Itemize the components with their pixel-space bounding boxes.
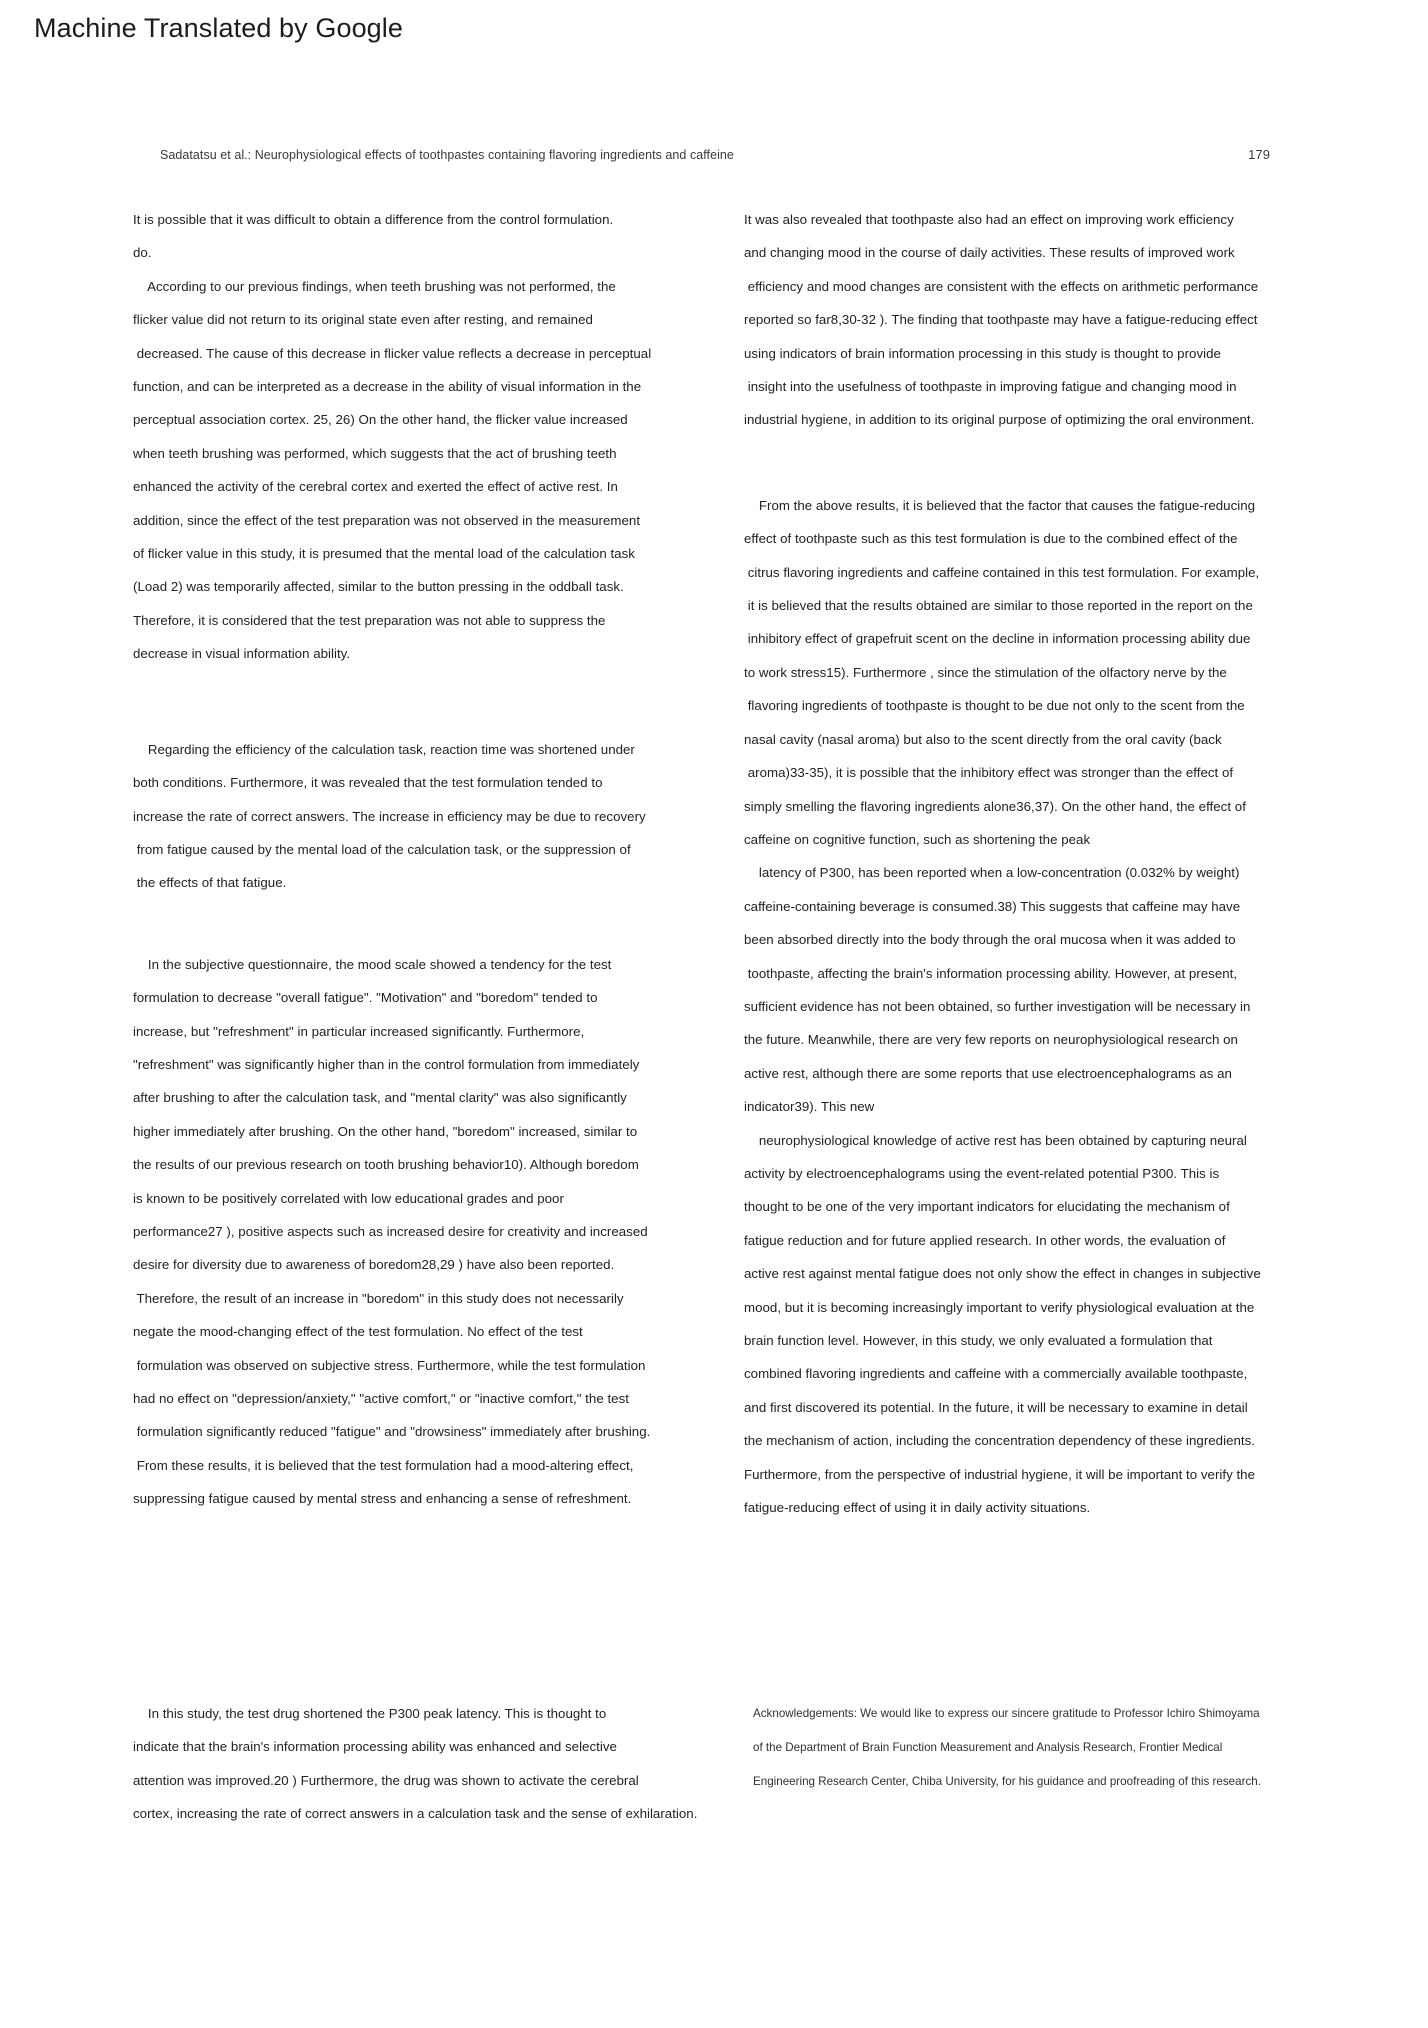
text-line: fatigue reduction and for future applied research. In other words, the evaluation of — [744, 1232, 1226, 1248]
text-line: flavoring ingredients of toothpaste is thought to be due not only to the scent from the — [744, 698, 1245, 714]
text-line: brain function level. However, in this study, we only evaluated a formulation that — [744, 1333, 1213, 1348]
text-line: efficiency and mood changes are consistent with the effects on arithmetic performance — [744, 278, 1259, 294]
text-line: desire for diversity due to awareness of boredom28,29 ) have also been reported. — [133, 1257, 615, 1273]
text-line: of flicker value in this study, it is presumed that the mental load of the calculation task — [133, 546, 635, 562]
text-line: using indicators of brain information processing in this study is thought to provide — [744, 345, 1221, 361]
text-line: negate the mood-changing effect of the test formulation. No effect of the test — [133, 1324, 583, 1340]
text-line: indicate that the brain's information processing ability was enhanced and selective — [133, 1739, 617, 1755]
text-line: thought to be one of the very important indicators for elucidating the mechanism of — [744, 1199, 1230, 1215]
body-paragraph — [744, 856, 1295, 1123]
running-head — [160, 147, 1270, 162]
text-line: citrus flavoring ingredients and caffeine contained in this test formulation. For example, — [744, 564, 1260, 580]
left-column — [133, 203, 684, 1524]
text-line: effect of toothpaste such as this test formulation is due to the combined effect of the — [744, 531, 1238, 547]
text-line: to work stress15). Furthermore , since the stimulation of the olfactory nerve by the — [744, 664, 1227, 680]
text-line: from fatigue caused by the mental load of the calculation task, or the suppression of — [133, 841, 631, 857]
text-line: neurophysiological knowledge of active rest has been obtained by capturing neural — [744, 1132, 1247, 1148]
text-line: flicker value did not return to its original state even after resting, and remained — [133, 312, 593, 328]
text-line: From the above results, it is believed that the factor that causes the fatigue-reducing — [744, 497, 1256, 513]
text-line: reported so far8,30-32 ). The finding that toothpaste may have a fatigue-reducing effect — [744, 312, 1258, 328]
body-paragraph — [744, 1124, 1295, 1525]
text-line: decrease in visual information ability. — [133, 646, 351, 662]
text-line: active rest, although there are some reports that use electroencephalograms as an — [744, 1065, 1232, 1081]
text-line: addition, since the effect of the test preparation was not observed in the measurement — [133, 512, 641, 528]
text-line: From these results, it is believed that the test formulation had a mood-altering effect, — [133, 1457, 634, 1473]
text-line: increase the rate of correct answers. The increase in efficiency may be due to recovery — [133, 808, 646, 824]
text-line: industrial hygiene, in addition to its original purpose of optimizing the oral environment. — [744, 412, 1255, 428]
text-line: been absorbed directly into the body through the oral mucosa when it was added to — [744, 932, 1236, 948]
text-line: mood, but it is becoming increasingly important to verify physiological evaluation at the — [744, 1299, 1255, 1315]
bottom-left-column — [133, 1697, 698, 1857]
text-line: formulation significantly reduced "fatigue" and "drowsiness" immediately after brushing. — [133, 1424, 651, 1440]
acknowledgements-column — [753, 1697, 1313, 1857]
text-line: of the Department of Brain Function Measurement and Analysis Research, Frontier Medical — [753, 1741, 1223, 1754]
text-line: activity by electroencephalograms using the event-related potential P300. This is — [744, 1165, 1220, 1181]
text-line: latency of P300, has been reported when a low-concentration (0.032% by weight) — [744, 865, 1240, 881]
body-paragraph — [744, 203, 1295, 437]
text-line: and first discovered its potential. In the future, it will be necessary to examine in detail — [744, 1399, 1248, 1415]
text-line: perceptual association cortex. 25, 26) On the other hand, the flicker value increased — [133, 412, 628, 428]
text-line: Furthermore, from the perspective of industrial hygiene, it will be important to verify the — [744, 1466, 1256, 1482]
text-line: (Load 2) was temporarily affected, similar to the button pressing in the oddball task. — [133, 579, 624, 595]
text-line: insight into the usefulness of toothpaste in improving fatigue and changing mood in — [744, 379, 1237, 395]
text-line: aroma)33-35), it is possible that the inhibitory effect was stronger than the effect of — [744, 765, 1234, 781]
text-line: active rest against mental fatigue does not only show the effect in changes in subjective — [744, 1266, 1261, 1282]
text-line: simply smelling the flavoring ingredients alone36,37). On the other hand, the effect of — [744, 798, 1246, 814]
text-line: is known to be positively correlated with low educational grades and poor — [133, 1190, 564, 1206]
text-line: combined flavoring ingredients and caffeine with a commercially available toothpaste, — [744, 1366, 1248, 1382]
text-line: higher immediately after brushing. On the other hand, "boredom" increased, similar to — [133, 1123, 638, 1139]
text-line: performance27 ), positive aspects such as increased desire for creativity and increased — [133, 1223, 648, 1239]
text-line: In the subjective questionnaire, the mood scale showed a tendency for the test — [133, 956, 612, 972]
text-line: had no effect on "depression/anxiety," "active comfort," or "inactive comfort," the test — [133, 1391, 629, 1406]
running-head-title: Sadatatsu et al.: Neurophysiological effects of toothpastes containing flavoring ingredients and caffeine — [160, 148, 734, 162]
text-line: formulation to decrease "overall fatigue". "Motivation" and "boredom" tended to — [133, 990, 598, 1006]
text-line: suppressing fatigue caused by mental stress and enhancing a sense of refreshment. — [133, 1491, 632, 1507]
text-line: function, and can be interpreted as a decrease in the ability of visual information in the — [133, 379, 642, 395]
text-line: caffeine-containing beverage is consumed.38) This suggests that caffeine may have — [744, 898, 1241, 914]
text-line: the future. Meanwhile, there are very few reports on neurophysiological research on — [744, 1032, 1238, 1048]
bottom-left-paragraph — [133, 1697, 698, 1831]
machine-translation-banner: Machine Translated by Google — [34, 13, 404, 43]
body-paragraph — [133, 733, 684, 900]
text-line: It is possible that it was difficult to obtain a difference from the control formulation. — [133, 212, 614, 227]
text-line: the results of our previous research on tooth brushing behavior10). Although boredom — [133, 1157, 639, 1173]
text-line: toothpaste, affecting the brain's information processing ability. However, at present, — [744, 965, 1238, 981]
text-line: nasal cavity (nasal aroma) but also to the scent directly from the oral cavity (back — [744, 731, 1222, 747]
text-line: cortex, increasing the rate of correct answers in a calculation task and the sense of exhilaration. — [133, 1806, 698, 1822]
acknowledgements-paragraph — [753, 1697, 1313, 1799]
text-line: "refreshment" was significantly higher than in the control formulation from immediately — [133, 1056, 640, 1072]
text-line: and changing mood in the course of daily activities. These results of improved work — [744, 245, 1235, 261]
text-line: Therefore, the result of an increase in "boredom" in this study does not necessarily — [133, 1290, 624, 1306]
text-line: It was also revealed that toothpaste also had an effect on improving work efficiency — [744, 212, 1234, 227]
body-columns — [133, 203, 1295, 1524]
text-line: the effects of that fatigue. — [133, 875, 287, 891]
text-line: both conditions. Furthermore, it was revealed that the test formulation tended to — [133, 775, 603, 791]
text-line: inhibitory effect of grapefruit scent on the decline in information processing ability due — [744, 631, 1251, 647]
text-line: do. — [133, 245, 152, 261]
page-number: 179 — [1248, 147, 1270, 162]
text-line: formulation was observed on subjective stress. Furthermore, while the test formulation — [133, 1357, 646, 1373]
text-line: Regarding the efficiency of the calculation task, reaction time was shortened under — [133, 741, 635, 757]
right-column — [744, 203, 1295, 1524]
body-paragraph — [133, 270, 684, 671]
text-line: indicator39). This new — [744, 1099, 875, 1115]
text-line: sufficient evidence has not been obtained, so further investigation will be necessary in — [744, 998, 1251, 1014]
text-line: Engineering Research Center, Chiba University, for his guidance and proofreading of this research. — [753, 1775, 1261, 1788]
body-paragraph — [133, 948, 684, 1516]
text-line: Therefore, it is considered that the test preparation was not able to suppress the — [133, 612, 606, 628]
bottom-block — [133, 1697, 1318, 1857]
text-line: the mechanism of action, including the concentration dependency of these ingredients. — [744, 1433, 1255, 1449]
text-line: enhanced the activity of the cerebral cortex and exerted the effect of active rest. In — [133, 479, 618, 495]
text-line: increase, but "refreshment" in particular increased significantly. Furthermore, — [133, 1023, 585, 1039]
text-line: it is believed that the results obtained are similar to those reported in the report on the — [744, 598, 1253, 614]
text-line: According to our previous findings, when teeth brushing was not performed, the — [133, 278, 616, 294]
text-line: In this study, the test drug shortened the P300 peak latency. This is thought to — [133, 1706, 607, 1721]
text-line: decreased. The cause of this decrease in flicker value reflects a decrease in perceptual — [133, 345, 652, 361]
text-line: caffeine on cognitive function, such as shortening the peak — [744, 831, 1091, 847]
text-line: attention was improved.20 ) Furthermore, the drug was shown to activate the cerebral — [133, 1772, 639, 1788]
body-paragraph — [133, 203, 684, 270]
text-line: fatigue-reducing effect of using it in daily activity situations. — [744, 1500, 1091, 1516]
body-paragraph — [744, 489, 1295, 856]
text-line: when teeth brushing was performed, which suggests that the act of brushing teeth — [133, 445, 617, 461]
text-line: Acknowledgements: We would like to express our sincere gratitude to Professor Ichiro Shimoyama — [753, 1707, 1260, 1720]
text-line: after brushing to after the calculation task, and "mental clarity" was also significantly — [133, 1090, 627, 1106]
